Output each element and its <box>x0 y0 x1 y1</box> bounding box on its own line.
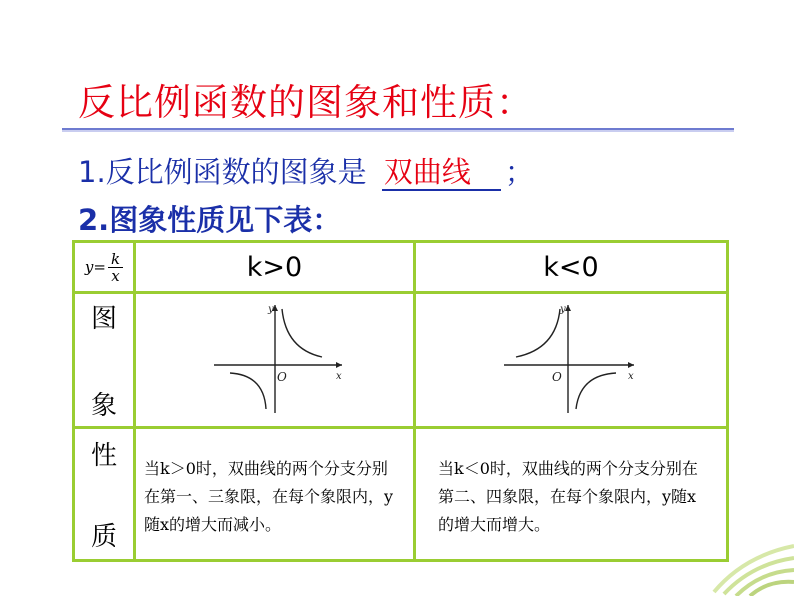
prop-row-char-1: 性 <box>90 441 117 471</box>
statement-1-suffix: ； <box>504 155 534 189</box>
statement-2: 2.图象性质见下表： <box>78 203 342 237</box>
header-k-negative: k<0 <box>415 242 728 293</box>
prop-k-positive-cell <box>135 428 415 561</box>
formula-lhs: y= <box>84 258 106 276</box>
table-row-properties <box>74 428 728 561</box>
graph-row-char-2: 象 <box>90 391 117 421</box>
decorative-swoosh <box>704 516 794 596</box>
graph-row-label <box>74 293 135 428</box>
statement-1-prefix: 1.反比例函数的图象是 <box>78 155 376 189</box>
header-k-positive: k>0 <box>135 242 415 293</box>
graph-row-char-1: 图 <box>90 304 117 334</box>
properties-table <box>72 240 729 562</box>
title-divider <box>62 128 734 132</box>
table-row-graph <box>74 293 728 428</box>
prop-row-label <box>74 428 135 561</box>
table-header-row <box>74 242 728 293</box>
graph-k-negative-x-label: x <box>628 371 634 382</box>
statement-1-answer: 双曲线 <box>382 155 501 191</box>
formula-denominator: x <box>111 266 120 285</box>
prop-row-char-2: 质 <box>90 522 117 552</box>
prop-k-negative: 当k＜0时，双曲线的两个分支分别在第二、四象限，在每个象限内，y随x的增大而增大。 <box>438 459 698 534</box>
graph-k-negative-cell <box>415 293 728 428</box>
graph-k-negative-y-label: y <box>560 304 566 315</box>
graph-k-positive-origin: O <box>276 370 287 384</box>
slide-title: 反比例函数的图象和性质： <box>78 81 534 124</box>
formula-numerator: k <box>108 251 123 268</box>
prop-k-negative-cell <box>415 428 728 561</box>
formula-cell <box>74 242 135 293</box>
graph-k-negative-origin: O <box>552 370 562 384</box>
graph-k-positive-cell <box>135 293 415 428</box>
formula <box>75 251 133 284</box>
graph-k-positive-x-label: x <box>335 371 342 382</box>
prop-k-positive: 当k＞0时，双曲线的两个分支分别在第一、三象限，在每个象限内，y随x的增大而减小。 <box>144 459 394 534</box>
formula-fraction <box>108 251 123 284</box>
statement-1 <box>78 150 534 191</box>
graph-k-negative <box>496 299 646 417</box>
graph-k-positive-y-label: y <box>267 304 274 315</box>
graph-k-positive <box>200 299 350 417</box>
